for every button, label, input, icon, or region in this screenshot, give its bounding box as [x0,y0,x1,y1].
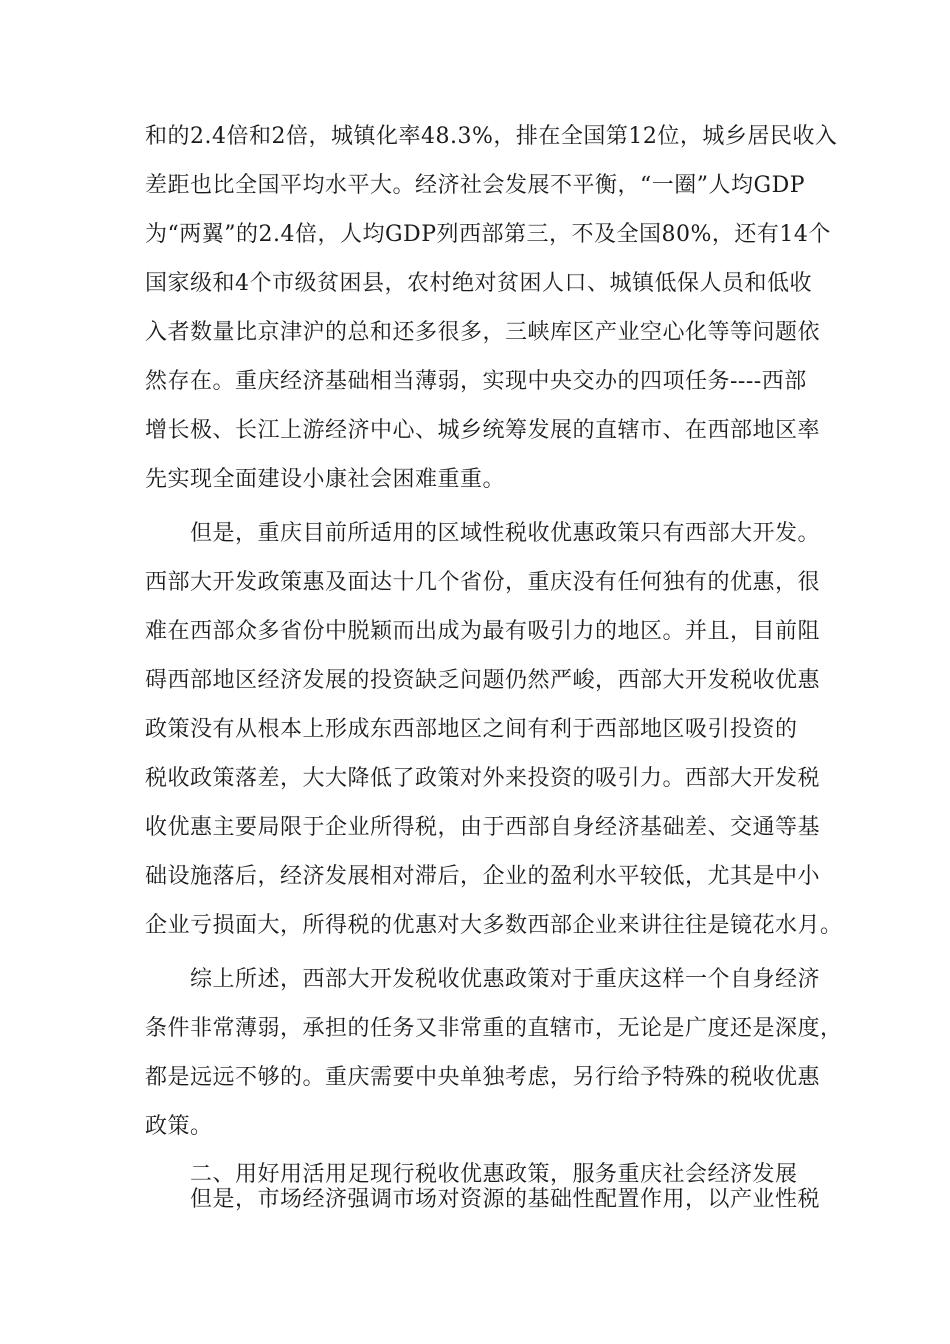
text-line: 增长极、长江上游经济中心、城乡统筹发展的直辖市、在西部地区率 [145,418,821,443]
text-line: 综上所述，西部大开发税收优惠政策对于重庆这样一个自身经济 [190,967,821,992]
text-line: 碍西部地区经济发展的投资缺乏问题仍然严峻，西部大开发税收优惠 [145,668,821,693]
text-line: 但是，重庆目前所适用的区域性税收优惠政策只有西部大开发。 [190,521,821,546]
text-line: 条件非常薄弱，承担的任务又非常重的直辖市，无论是广度还是深度， [145,1016,843,1041]
text-line: 西部大开发政策惠及面达十几个省份，重庆没有任何独有的优惠，很 [145,570,821,595]
text-line: 础设施落后，经济发展相对滞后，企业的盈利水平较低，尤其是中小 [145,864,821,889]
text-line: 政策没有从根本上形成东西部地区之间有利于西部地区吸引投资的 [145,717,798,742]
text-line: 税收政策落差，大大降低了政策对外来投资的吸引力。西部大开发税 [145,766,821,791]
text-line: 都是远远不够的。重庆需要中央单独考虑，另行给予特殊的税收优惠 [145,1065,821,1090]
section-heading: 二、用好用活用足现行税收优惠政策，服务重庆社会经济发展 [190,1162,798,1187]
text-line: 收优惠主要局限于企业所得税，由于西部自身经济基础差、交通等基 [145,815,821,840]
text-line: 为“两翼”的2.4倍，人均GDP列西部第三，不及全国80%，还有14个 [145,222,831,247]
text-line: 政策。 [145,1114,213,1139]
text-line: 国家级和4个市级贫困县，农村绝对贫困人口、城镇低保人员和低收 [145,271,812,296]
text-line: 和的2.4倍和2倍，城镇化率48.3%，排在全国第12位，城乡居民收入 [145,124,838,149]
text-line: 差距也比全国平均水平大。经济社会发展不平衡，“一圈”人均GDP [145,173,806,198]
text-line: 入者数量比京津沪的总和还多很多，三峡库区产业空心化等等问题依 [145,320,821,345]
text-line: 先实现全面建设小康社会困难重重。 [145,467,506,492]
text-line: 然存在。重庆经济基础相当薄弱，实现中央交办的四项任务----西部 [145,369,807,394]
text-line: 难在西部众多省份中脱颖而出成为最有吸引力的地区。并且，目前阻 [145,619,821,644]
text-line: 企业亏损面大，所得税的优惠对大多数西部企业来讲往往是镜花水月。 [145,913,843,938]
text-line: 但是，市场经济强调市场对资源的基础性配置作用，以产业性税 [190,1187,821,1212]
